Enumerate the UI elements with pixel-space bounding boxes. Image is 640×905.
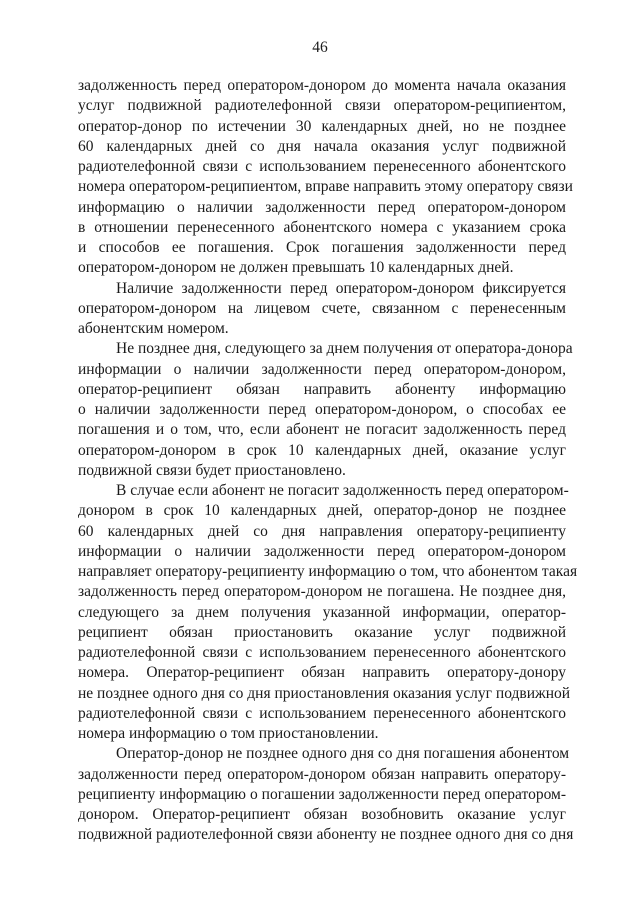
text-line: оператором-донором в срок 10 календарных дней, оказание услуг — [78, 441, 566, 459]
text-line: направляет оператору-реципиенту информацию о том, что абонентом такая — [78, 563, 578, 580]
text-line: номера оператором-реципиентом, вправе направить этому оператору связи — [78, 178, 573, 196]
paragraph — [78, 279, 566, 340]
text-line: радиотелефонной связи с использованием перенесенного абонентского — [78, 704, 566, 722]
text-line: задолженность перед оператором-донором до момента начала оказания — [78, 77, 566, 94]
text-line: информацию о наличии задолженности перед оператором-донором — [78, 198, 566, 216]
text-line: информации о наличии задолженности перед оператором-донором — [78, 542, 566, 560]
text-line: реципиенту информацию о погашении задолженности перед оператором- — [78, 785, 566, 803]
text-line: донором в срок 10 календарных дней, оператор-донор не позднее — [78, 502, 566, 520]
text-line: услуг подвижной радиотелефонной связи оператором-реципиентом, — [78, 97, 566, 115]
text-line: 60 календарных дней со дня направления оператору-реципиенту — [78, 522, 566, 540]
text-line: радиотелефонной связи с использованием перенесенного абонентского — [78, 158, 566, 175]
page-number: 46 — [312, 39, 328, 56]
text-line: задолженности перед оператором-донором обязан направить оператору- — [78, 765, 566, 783]
text-line: донором. Оператор-реципиент обязан возобновить оказание услуг — [78, 806, 566, 823]
text-line: в отношении перенесенного абонентского номера с указанием срока — [78, 218, 566, 236]
text-line: и способов ее погашения. Срок погашения задолженности перед — [78, 239, 566, 256]
text-line: оператором-донором не должен превышать 10 календарных дней. — [78, 259, 514, 277]
text-line: реципиент обязан приостановить оказание услуг подвижной — [78, 623, 566, 641]
paragraph — [78, 481, 578, 744]
paragraph — [78, 76, 573, 279]
text-line: подвижной радиотелефонной связи абоненту не позднее одного дня со дня — [78, 826, 574, 844]
text-line: о наличии задолженности перед оператором-донором, о способах ее — [78, 401, 566, 418]
text-line: задолженность перед оператором-донором не погашена. Не позднее дня, — [78, 583, 566, 601]
paragraph — [78, 339, 573, 481]
text-line: информации о наличии задолженности перед оператором-донором, — [78, 360, 566, 378]
text-line: оператором-донором на лицевом счете, связанном с перенесенным — [78, 299, 566, 317]
text-line: 60 календарных дней со дня начала оказания услуг подвижной — [78, 137, 566, 155]
text-line: не позднее одного дня со дня приостановления оказания услуг подвижной — [78, 684, 571, 702]
text-line: Не позднее дня, следующего за днем получения от оператора-донора — [116, 340, 573, 358]
text-line: абонентским номером. — [78, 320, 229, 337]
text-line: оператор-реципиент обязан направить абоненту информацию — [78, 380, 566, 398]
text-line: номера. Оператор-реципиент обязан направить оператору-донору — [78, 664, 566, 682]
text-line: номера информацию о том приостановлении. — [78, 725, 379, 742]
text-line: Оператор-донор не позднее одного дня со дня погашения абонентом — [116, 745, 570, 763]
text-line: погашения и о том, что, если абонент не погасит задолженность перед — [78, 421, 566, 439]
text-line: Наличие задолженности перед оператором-донором фиксируется — [116, 279, 566, 297]
paragraph — [78, 744, 574, 845]
text-line: радиотелефонной связи с использованием перенесенного абонентского — [78, 644, 566, 661]
text-line: В случае если абонент не погасит задолженность перед оператором- — [116, 482, 569, 499]
document-body — [78, 76, 578, 846]
text-line: оператор-донор по истечении 30 календарных дней, но не позднее — [78, 117, 566, 135]
text-line: подвижной связи будет приостановлено. — [78, 461, 346, 479]
text-line: следующего за днем получения указанной информации, оператор- — [78, 603, 566, 621]
